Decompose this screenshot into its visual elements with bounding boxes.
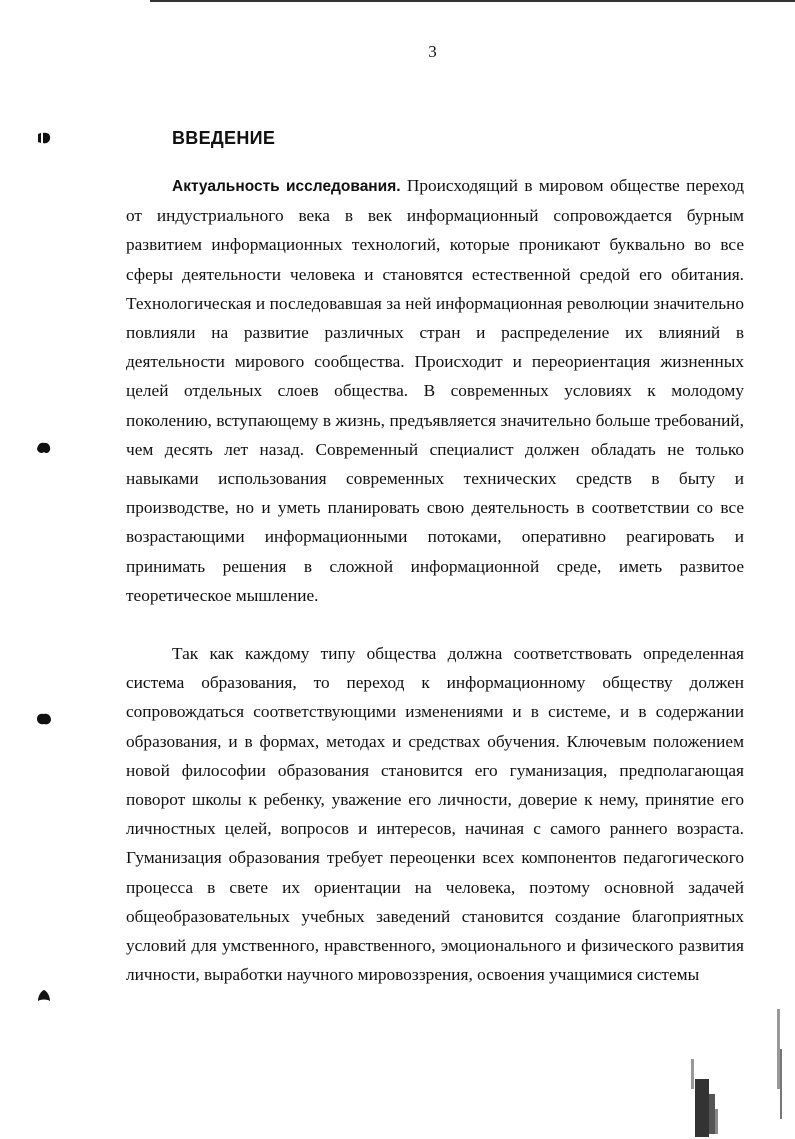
binder-hole-icon — [36, 712, 52, 726]
binder-hole-icon — [36, 989, 52, 1003]
section-heading: ВВЕДЕНИЕ — [172, 128, 276, 148]
binder-hole-icon — [36, 131, 52, 145]
page-number: 3 — [428, 42, 437, 61]
binder-hole-icon — [36, 441, 52, 455]
paragraph-body: Происходящий в мировом обществе переход от индустриального века в век информационный сопровождается бурным развитием информационных технологий, которые проникают буквально во все сферы деятельности человека и становятся естественной средой его обитания. Технологическая и последовавшая за ней информационная революции значительно повлияли на развитие различных стран и распределение их влияний в деятельности мирового сообщества. Происходит и переориентация жизненных целей отдельных слоев общества. В современных условиях к молодому поколению, вступающему в жизнь, предъявляется значительно больше требований, чем десять лет назад. Современный специалист должен обладать не только навыками использования современных технических средств в быту и производстве, но и уметь планировать свою деятельность в соответствии со все возрастающими информационными потоками, оперативно реагировать и принимать решения в сложной информационной среде, иметь развитое теоретическое мышление. — [126, 176, 744, 605]
paragraph-education — [126, 639, 744, 989]
top-border-line — [150, 0, 795, 2]
paragraph-lead: Актуальность исследования. — [172, 178, 401, 195]
paragraph-relevance — [126, 171, 744, 610]
paragraph-body: Так как каждому типу общества должна соответствовать определенная система образования, то переход к информационному обществу должен сопровождаться соответствующими изменениями и в системе, и в содержании образования, и в формах, методах и средствах обучения. Ключевым положением новой философии образования становится его гуманизация, предполагающая поворот школы к ребенку, уважение его личности, доверие к нему, принятие его личностных целей, вопросов и интересов, начиная с самого раннего возраста. Гуманизация образования требует переоценки всех компонентов педагогического процесса в свете их ориентации на человека, поэтому основной задачей общеобразовательных учебных заведений становится создание благоприятных условий для умственного, нравственного, эмоционального и физического развития личности, выработки научного мировоззрения, освоения учащимися системы — [126, 644, 744, 985]
scan-noise — [685, 989, 795, 1139]
